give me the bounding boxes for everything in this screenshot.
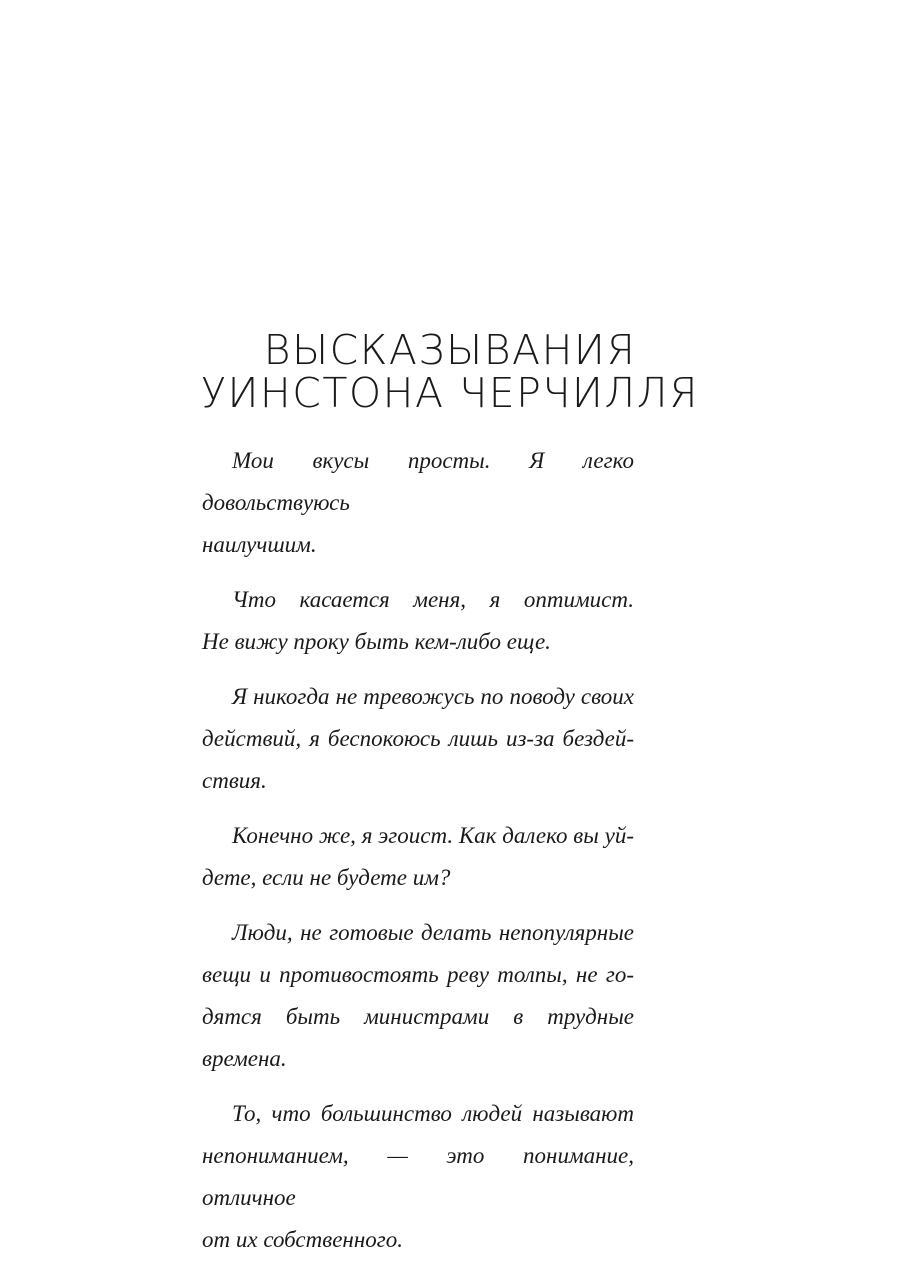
quote-paragraph [202, 815, 634, 899]
page-title-line-2: УИНСТОНА ЧЕРЧИЛЛЯ [200, 369, 700, 417]
quote-line: дятся быть министрами в трудные времена. [202, 1004, 634, 1071]
quote-line: от их собственного. [202, 1227, 403, 1252]
quotes-list [202, 440, 634, 1274]
quote-line: Мои вкусы просты. Я легко довольствуюсь [202, 448, 634, 515]
page-title-line-1: ВЫСКАЗЫВАНИЯ [263, 326, 637, 374]
quote-line: непониманием, — это понимание, отличное [202, 1143, 634, 1210]
quote-line: действий, я беспокоюсь лишь из-за бездей- [202, 726, 634, 751]
quote-line: То, что большинство людей называют [232, 1101, 634, 1126]
quote-line: Я никогда не тревожусь по поводу своих [232, 684, 634, 709]
quote-line: Конечно же, я эгоист. Как далеко вы уй- [232, 823, 634, 848]
quote-line: дете, если не будете им? [202, 865, 451, 890]
quote-line: Люди, не готовые делать непопулярные [232, 920, 634, 945]
quote-line: Что касается меня, я оптимист. [232, 587, 634, 612]
quote-line: наилучшим. [202, 532, 317, 557]
quote-paragraph [202, 579, 634, 663]
quote-line: Не вижу проку быть кем-либо еще. [202, 629, 551, 654]
quote-paragraph [202, 1093, 634, 1261]
quote-paragraph [202, 676, 634, 802]
quote-line: ствия. [202, 768, 267, 793]
quote-paragraph [202, 912, 634, 1080]
quote-line: вещи и противостоять реву толпы, не го- [202, 962, 634, 987]
quote-paragraph [202, 440, 634, 566]
